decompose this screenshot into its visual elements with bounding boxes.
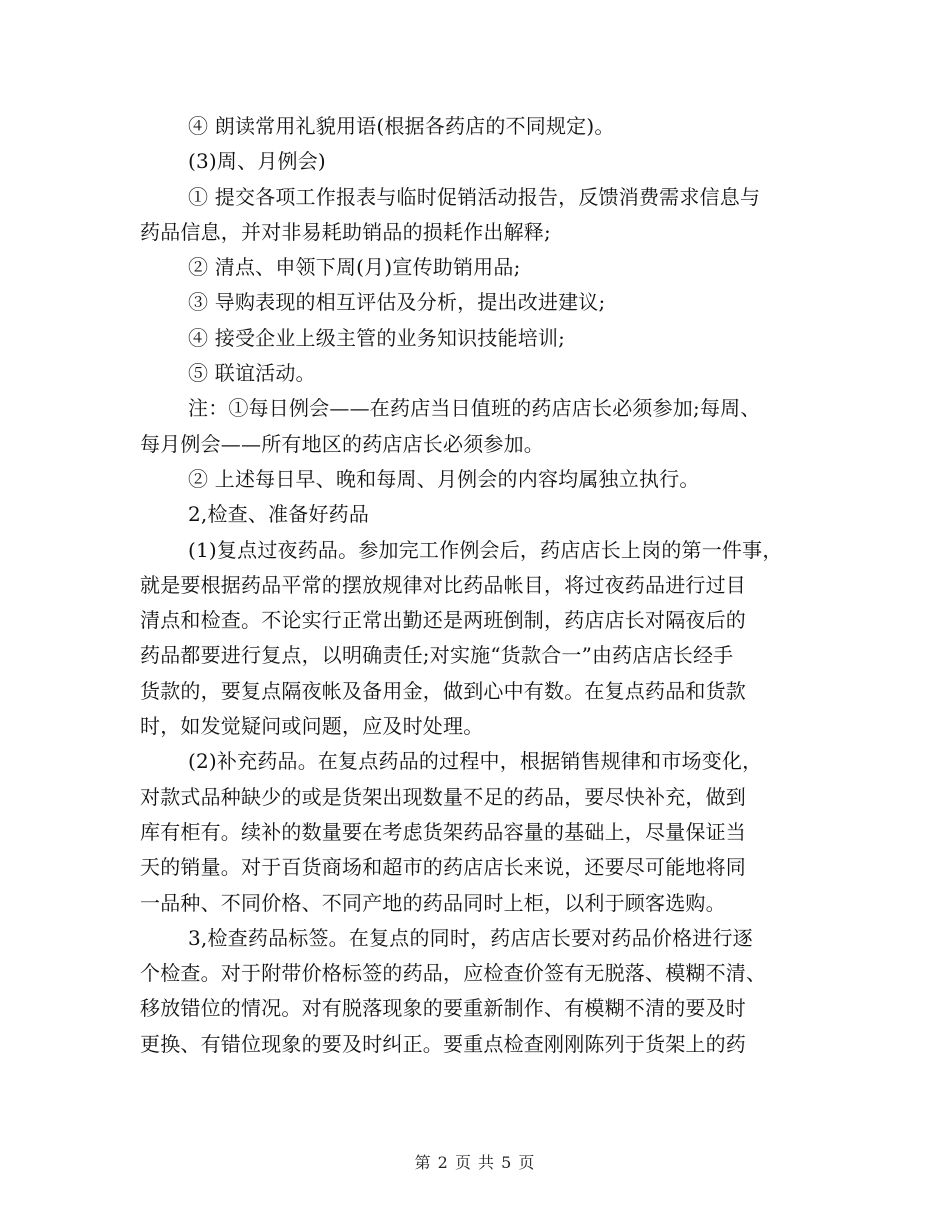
- text-line: 每月例会——所有地区的药店店长必须参加。: [140, 431, 544, 456]
- text-line: ⑤ 联谊活动。: [188, 361, 316, 386]
- text-line: 就是要根据药品平常的摆放规律对比药品帐目，将过夜药品进行过目: [140, 572, 746, 597]
- text-line: ④ 朗读常用礼貌用语(根据各药店的不同规定)。: [188, 114, 615, 138]
- text-line: (3)周、月例会): [188, 149, 326, 174]
- text-line: ④ 接受企业上级主管的业务知识技能培训;: [188, 325, 566, 350]
- text-line: 货款的，要复点隔夜帐及备用金，做到心中有数。在复点药品和货款: [140, 678, 746, 703]
- text-line: 个检查。对于附带价格标签的药品，应检查价签有无脱落、模糊不清、: [140, 961, 767, 986]
- text-line: 药品都要进行复点，以明确责任;对实施“货款合一”由药店店长经手: [140, 643, 734, 668]
- text-line: ② 清点、申领下周(月)宣传助销用品;: [188, 255, 521, 280]
- text-line: 清点和检查。不论实行正常出勤还是两班倒制，药店店长对隔夜后的: [140, 608, 746, 633]
- text-line: 天的销量。对于百货商场和超市的药店店长来说，还要尽可能地将同: [140, 855, 746, 880]
- text-line: 对款式品种缺少的或是货架出现数量不足的药品，要尽快补充，做到: [140, 784, 746, 809]
- document-body: [140, 109, 820, 1062]
- text-line: 库有柜有。续补的数量要在考虑货架药品容量的基础上，尽量保证当: [140, 819, 746, 844]
- text-line: 一品种、不同价格、不同产地的药品同时上柜，以利于顾客选购。: [140, 890, 726, 915]
- text-line: (2)补充药品。在复点药品的过程中，根据销售规律和市场变化，: [188, 749, 763, 774]
- text-line: 药品信息，并对非易耗助销品的损耗作出解释;: [140, 219, 551, 244]
- text-line: ③ 导购表现的相互评估及分析，提出改进建议;: [188, 290, 606, 315]
- text-line: (1)复点过夜药品。参加完工作例会后，药店店长上岗的第一件事，: [188, 537, 783, 562]
- text-line: ② 上述每日早、晚和每周、月例会的内容均属独立执行。: [188, 466, 700, 491]
- text-line: ① 提交各项工作报表与临时促销活动报告，反馈消费需求信息与: [188, 184, 761, 209]
- text-line: 更换、有错位现象的要及时纠正。要重点检查刚刚陈列于货架上的药: [140, 1031, 746, 1056]
- text-line: 2,检查、准备好药品: [188, 502, 370, 527]
- text-line: 时，如发觉疑问或问题，应及时处理。: [140, 714, 484, 739]
- text-line: 3,检查药品标签。在复点的同时，药店店长要对药品价格进行逐: [188, 925, 753, 950]
- text-line: 移放错位的情况。对有脱落现象的要重新制作、有模糊不清的要及时: [140, 996, 746, 1021]
- page-number-footer: 第 2 页 共 5 页: [414, 1153, 536, 1172]
- text-line: 注：①每日例会——在药店当日值班的药店店长必须参加;每周、: [188, 396, 761, 421]
